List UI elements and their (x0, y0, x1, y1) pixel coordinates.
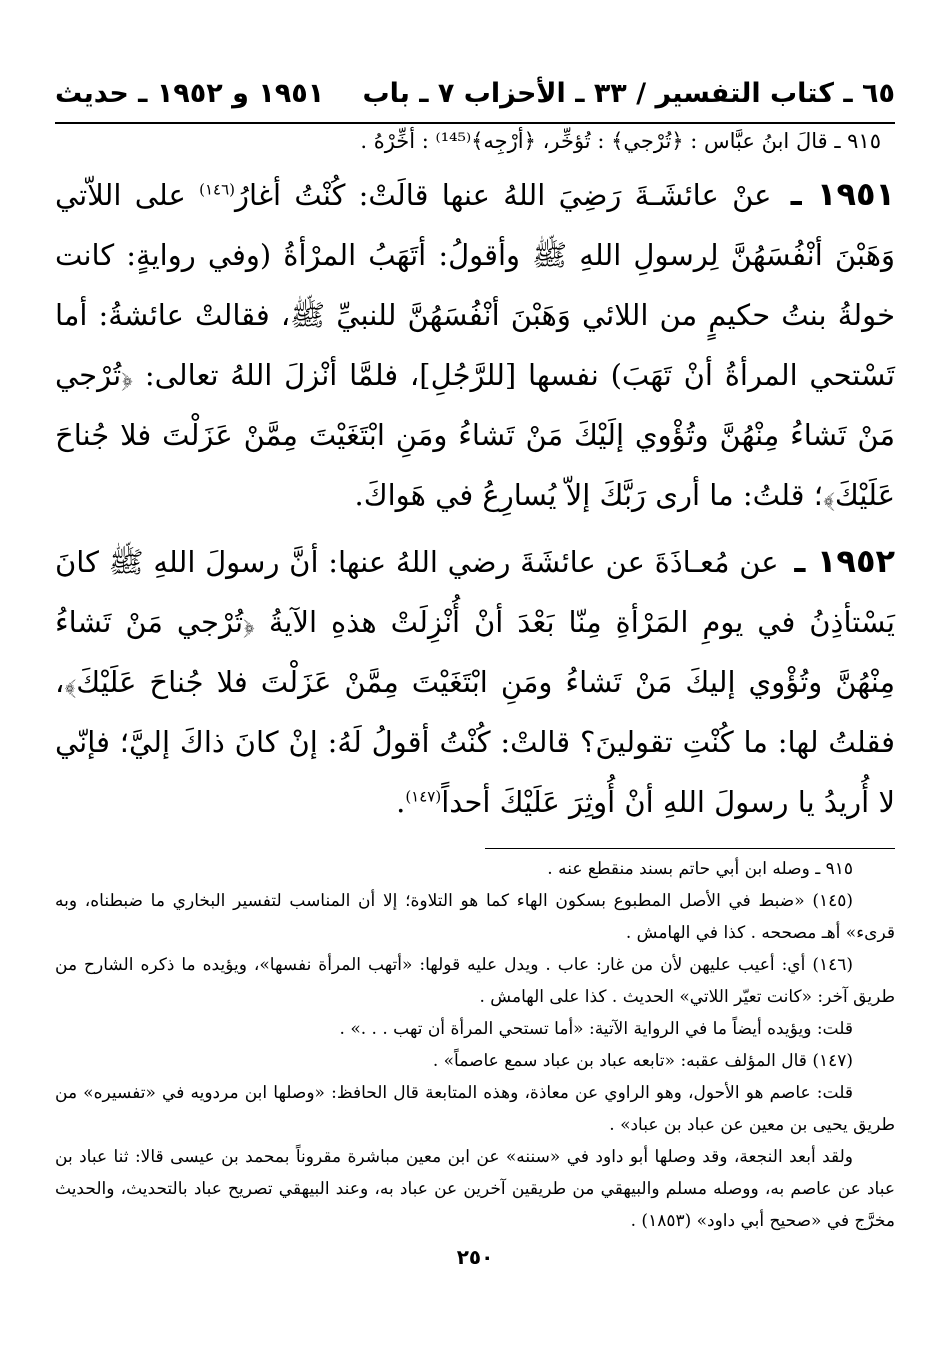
page-number: ٢٥٠ (456, 1245, 494, 1269)
footnote-915: ٩١٥ ـ وصله ابن أبي حاتم بسند منقطع عنه . (547, 859, 853, 879)
book-page (55, 78, 895, 1348)
header-hadith-range: ١٩٥١ و ١٩٥٢ ـ حديث (55, 78, 325, 109)
footnotes (55, 853, 895, 1237)
footnote-146-note: قلت: ويؤيده أيضاً ما في الرواية الآتية: «أما تستحي المرأة أن تهب . . .» . (339, 1019, 853, 1039)
hadith-1952-text-a: عن مُعـاذَةَ عن عائشَةَ رضي اللهُ عنها: أنَّ رسولَ اللهِ ﷺ كانَ يَسْتأذِنُ في يومِ المَرْأةِ مِنّا بَعْدَ أنْ أُنْزِلَتْ هذهِ الآيةُ ﴿تُرْجي مَنْ تَشاءُ مِنْهُنَّ وتُؤْوي إليكَ مَنْ تَشاءُ ومَنِ ابْتَغَيْتَ مِمَّنْ عَزَلْتَ فلا جُناحَ عَلَيْكَ﴾، فقلتُ لها: ما كُنْتِ تقولينَ؟ قالتْ: كُنْتُ أقولُ لَهُ: إنْ كانَ ذاكَ إليَّ؛ فإنّي لا أُريدُ يا رسولَ اللهِ أنْ أُوثِرَ عَلَيْكَ أحداً (55, 545, 895, 819)
hadith-1952-number: ١٩٥٢ ـ (794, 542, 895, 580)
hadith-1951-text-b: على اللاّتي وَهَبْنَ أنْفُسَهُنَّ لِرسولِ اللهِ ﷺ وأقولُ: أتَهَبُ المرْأةُ (وفي روايةٍ: كانت خولةُ بنتُ حكيمٍ من اللائي وَهَبْنَ أنْفُسَهُنَّ للنبيِّ ﷺ، فقالتْ عائشةُ: أما تَسْتحي المرأةُ أنْ تَهَبَ) نفسها [للرَّجُلِ]، فلمَّا أنْزلَ اللهُ تعالى: ﴿تُرْجي مَنْ تَشاءُ مِنْهُنَّ وتُؤْوي إلَيْكَ مَنْ تَشاءُ ومَنِ ابْتَغَيْتَ مِمَّنْ عَزَلْتَ فلا جُناحَ عَلَيْكَ﴾؛ قلتُ: ما أرى رَبَّكَ إلاّ يُسارِعُ في هَواكَ. (55, 178, 895, 512)
hadith-1951 (55, 164, 895, 525)
footnote-ref-147: (١٤٧) (405, 787, 442, 806)
footnote-147: (١٤٧) قال المؤلف عقبه: «تابعه عباد بن عباد سمع عاصماً» . (432, 1051, 853, 1071)
hadith-1952-text-b: . (396, 785, 406, 819)
footnote-147-note-a: قلت: عاصم هو الأحول، وهو الراوي عن معاذة، وهذه المتابعة قال الحافظ: «وصلها ابن مردويه في «تفسيره» من طريق يحيى بن معين عن عباد بن عباد» . (55, 1083, 895, 1135)
footnote-146: (١٤٦) أي: أعيب عليهن لأن من غار: عاب . ويدل عليه قولها: «أتهب المرأة نفسها»، ويؤيده ما ذكره الشارح من طريق آخر: «كانت تعيّر اللاتي» الحديث . كذا على الهامش . (55, 955, 895, 1007)
header-chapter-title: ٦٥ ـ كتاب التفسير / ٣٣ ـ الأحزاب ٧ ـ باب (362, 78, 895, 109)
hadith-1951-number: ١٩٥١ ـ (790, 175, 896, 213)
hadith-1951-text-a: عنْ عائشَـةَ رَضِيَ اللهُ عنها قالَتْ: كُنْتُ أغارُ (235, 178, 772, 212)
running-header (55, 78, 895, 118)
intro-line: ٩١٥ ـ قالَ ابنُ عبَّاس : ﴿تُرْجي﴾ : تُؤخِّر، ﴿أرْجِه﴾⁽¹⁴⁵⁾ : أخِّرْهُ . (360, 129, 881, 153)
footnote-147-note-b: ولقد أبعد النجعة، وقد وصلها أبو داود في «سننه» عن ابن معين مباشرة مقروناً بمحمد بن عيسى قالا: ثنا عباد بن عباد عن عاصم به، ووصله مسلم والبيهقي من طريقين آخرين عن عباد به، وعند البيهقي تصريح عباد بالتحديث، والحديث مخرَّج في «صحيح أبي داود» (١٨٥٣) . (55, 1147, 895, 1231)
hadith-1952 (55, 531, 895, 832)
footnote-145: (١٤٥) «ضبط في الأصل المطبوع بسكون الهاء كما هو التلاوة؛ إلا أن المناسب لتفسير البخاري ما ضبطناه، وبه قرىء» أهـ مصححه . كذا في الهامش . (55, 891, 895, 943)
footnote-ref-146: (١٤٦) (199, 180, 235, 199)
footnote-divider (485, 848, 895, 849)
